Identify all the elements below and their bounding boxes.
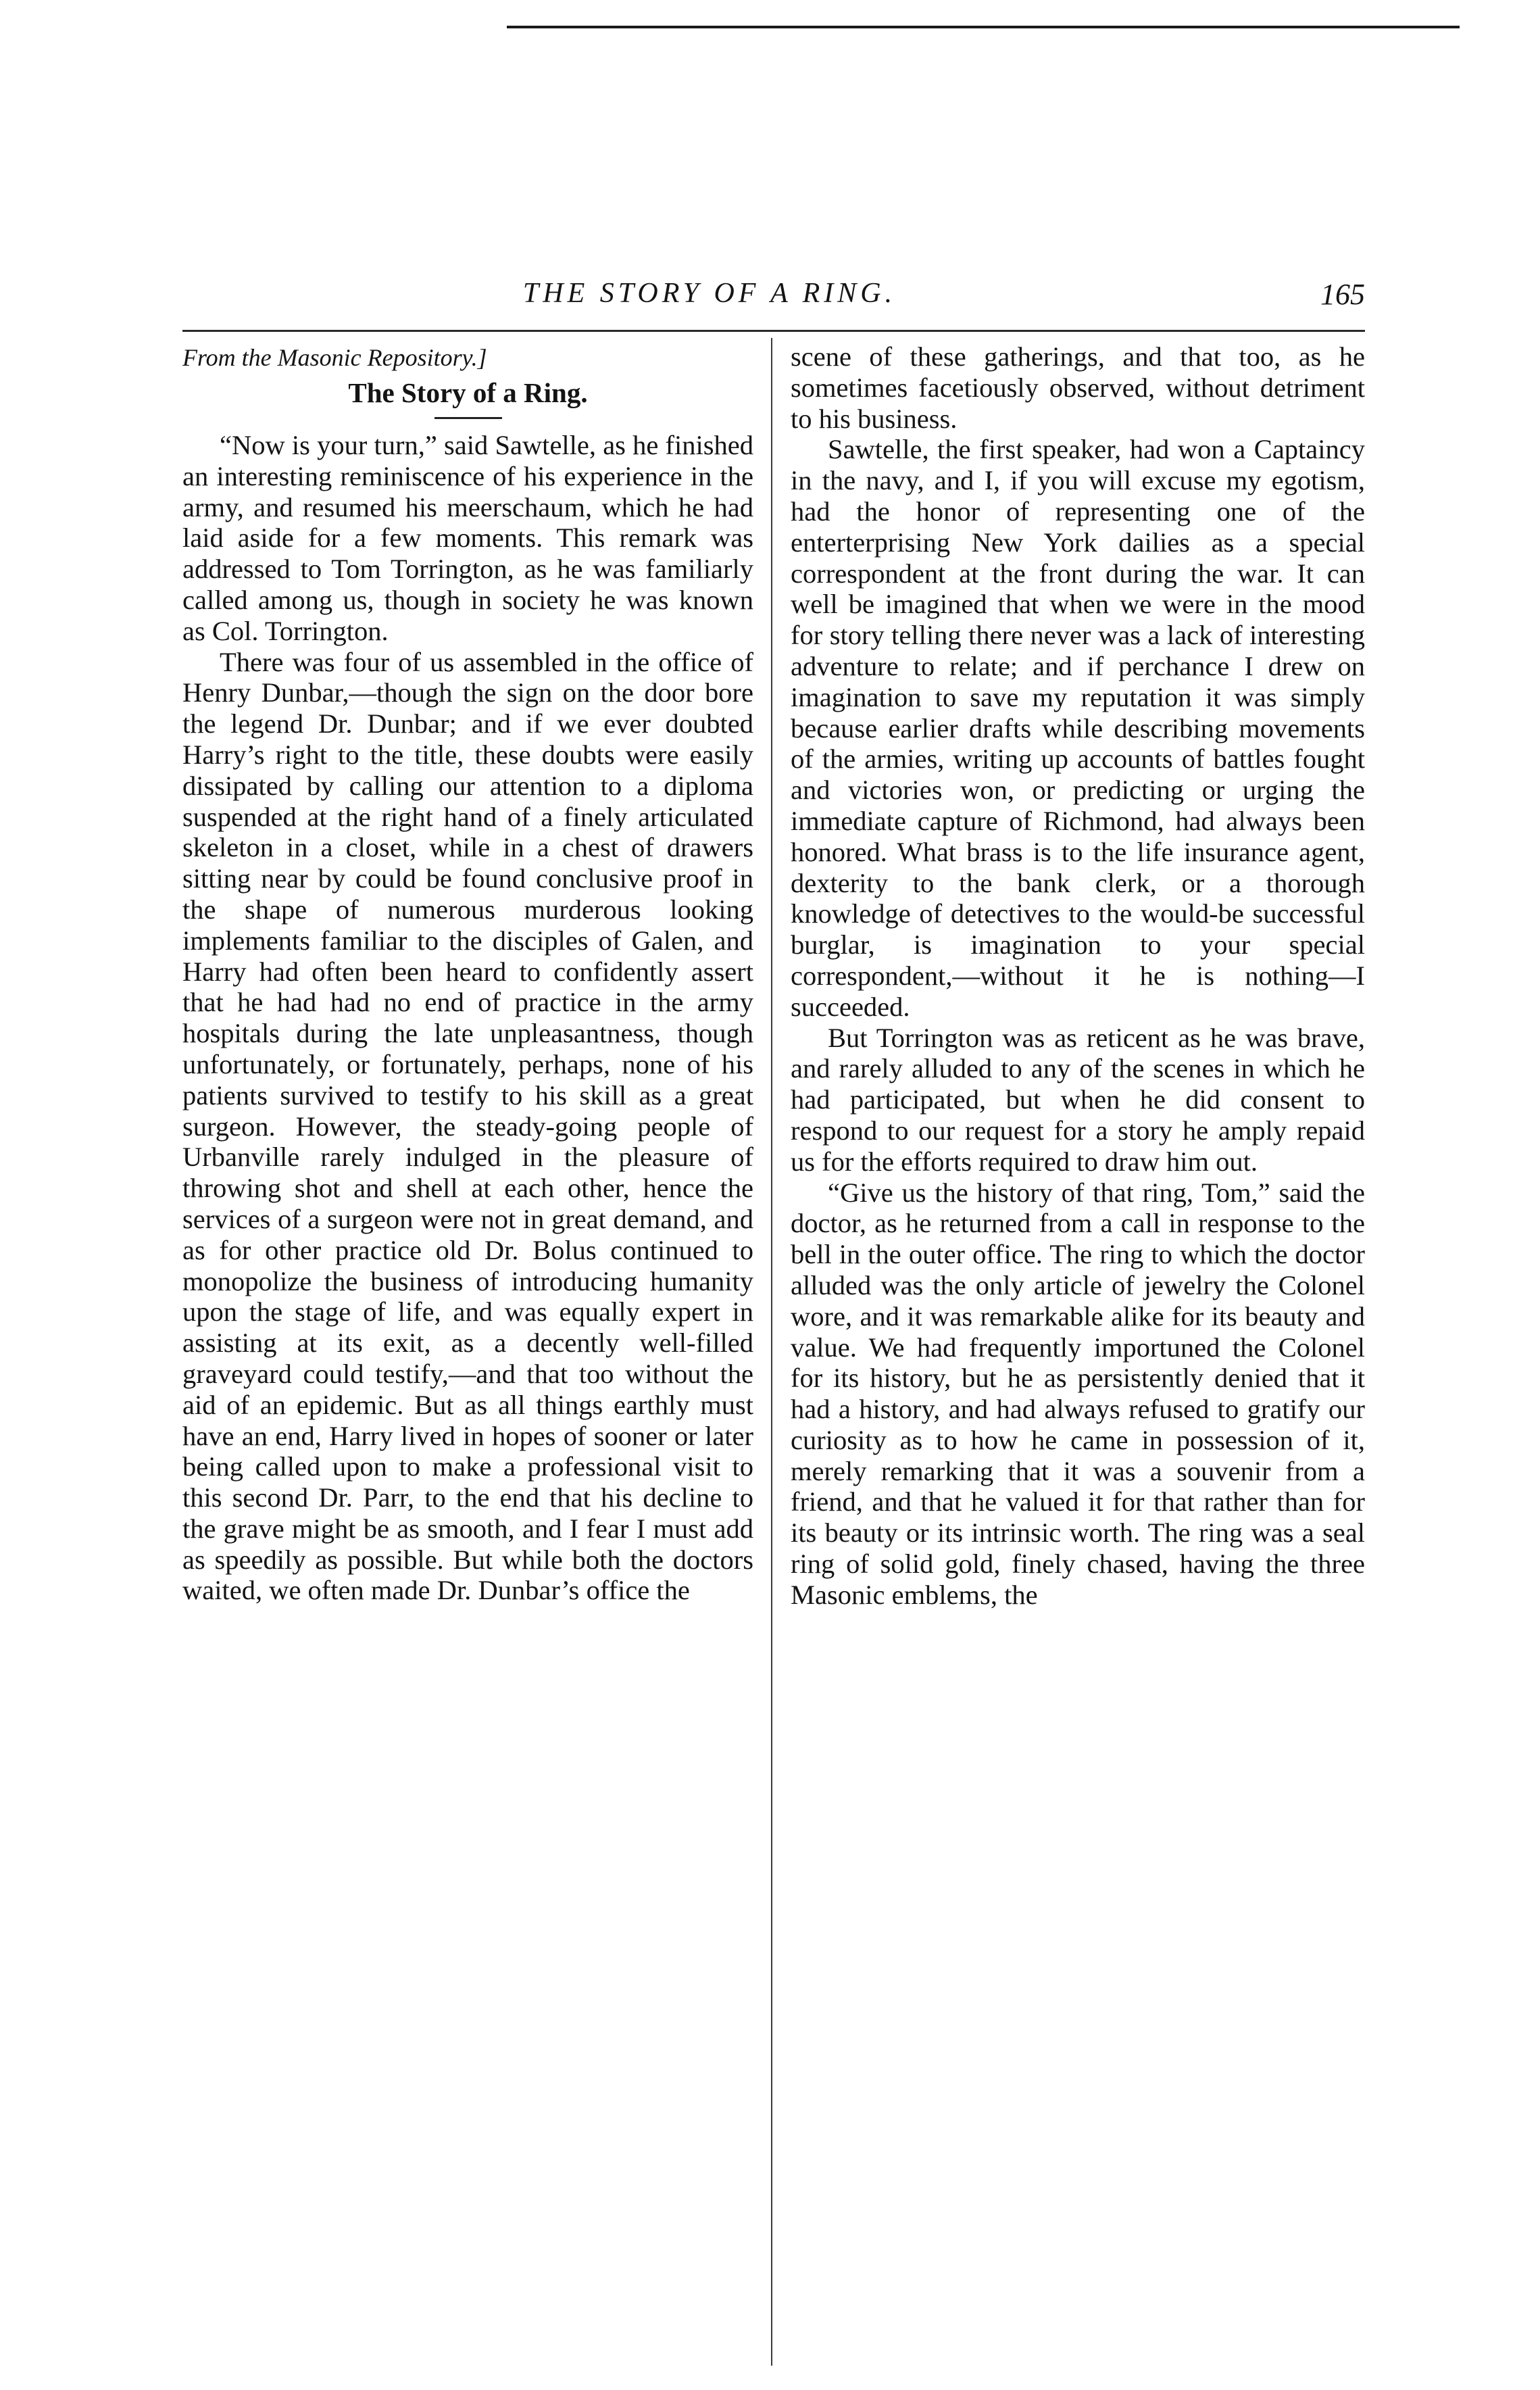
- left-column: [182, 341, 753, 1606]
- title-rule: [434, 417, 502, 419]
- header-rule: [182, 330, 1365, 332]
- running-title: THE STORY OF A RING.: [522, 278, 897, 309]
- running-head: [182, 277, 1365, 331]
- source-credit: From the Masonic Repository.]: [182, 344, 487, 371]
- paragraph: “Give us the history of that ring, Tom,” said the doctor, as he returned from a call in response to the bell in the outer office. The ring to which the doctor alluded was the only article of jewelry the Colonel wore, and it was remarkable alike for its beauty and value. We had frequently importuned the Colonel for its history, but he as persistently denied that it had a history, and had always refused to gratify our curiosity as to how he came in possession of it, merely remarking that it was a souvenir from a friend, and that he valued it for that rather than for its beauty or its intrinsic worth. The ring was a seal ring of solid gold, finely chased, having the three Masonic emblems, the: [791, 1177, 1365, 1610]
- story-title: The Story of a Ring.: [348, 377, 588, 408]
- paragraph: Sawtelle, the first speaker, had won a Captaincy in the navy, and I, if you will excuse my egotism, had the honor of representing one of the enterterprising New York dailies as a special correspondent at the front during the war. It can well be imagined that when we were in the mood for story telling there never was a lack of interesting adventure to relate; and if perchance I drew on imagination to save my reputation it was simply because earlier drafts while describing movements of the armies, writing up accounts of battles fought and victories won, or predicting or urging the immediate capture of Richmond, had always been honored. What brass is to the life insurance agent, dexterity to the bank clerk, or a thorough knowledge of detectives to the would-be successful burglar, is imagination to your special correspondent,—without it he is nothing—I succeeded.: [791, 434, 1365, 1022]
- column-divider: [771, 338, 772, 2366]
- paragraph: There was four of us assembled in the office of Henry Dunbar,—though the sign on the door bore the legend Dr. Dunbar; and if we ever doubted Harry’s right to the title, these doubts were easily dissipated by calling our attention to a diploma suspended at the right hand of a finely articulated skeleton in a closet, while in a chest of drawers sitting near by could be found conclusive proof in the shape of numerous murderous looking implements familiar to the disciples of Galen, and Harry had often been heard to confidently assert that he had had no end of practice in the army hospitals during the late unpleasantness, though unfortunately, or fortunately, perhaps, none of his patients survived to testify to his skill as a great surgeon. However, the steady-going people of Urbanville rarely indulged in the pleasure of throwing shot and shell at each other, hence the services of a surgeon were not in great demand, and as for other practice old Dr. Bolus continued to monopolize the business of introducing humanity upon the stage of life, and was equally expert in assisting at its exit, as a decently well-filled graveyard could testify,—and that too without the aid of an epidemic. But as all things earthly must have an end, Harry lived in hopes of sooner or later being called upon to make a professional visit to this second Dr. Parr, to the end that his decline to the grave might be as smooth, and I fear I must add as speedily as possible. But while both the doctors waited, we often made Dr. Dunbar’s office the: [182, 646, 753, 1606]
- paragraph: But Torrington was as reticent as he was brave, and rarely alluded to any of the scenes in which he had participated, but when he did consent to respond to our request for a story he amply repaid us for the efforts required to draw him out.: [791, 1022, 1365, 1177]
- paragraph: “Now is your turn,” said Sawtelle, as he finished an interesting reminiscence of his experience in the army, and resumed his meerschaum, which he had laid aside for a few moments. This remark was addressed to Tom Torrington, as he was familiarly called among us, though in society he was known as Col. Torrington.: [182, 430, 753, 646]
- top-rule: [507, 26, 1460, 28]
- continued-paragraph: scene of these gatherings, and that too, as he sometimes facetiously observed, without detriment to his business.: [791, 341, 1365, 434]
- page-number: 165: [1320, 278, 1365, 311]
- right-column: [791, 341, 1365, 1611]
